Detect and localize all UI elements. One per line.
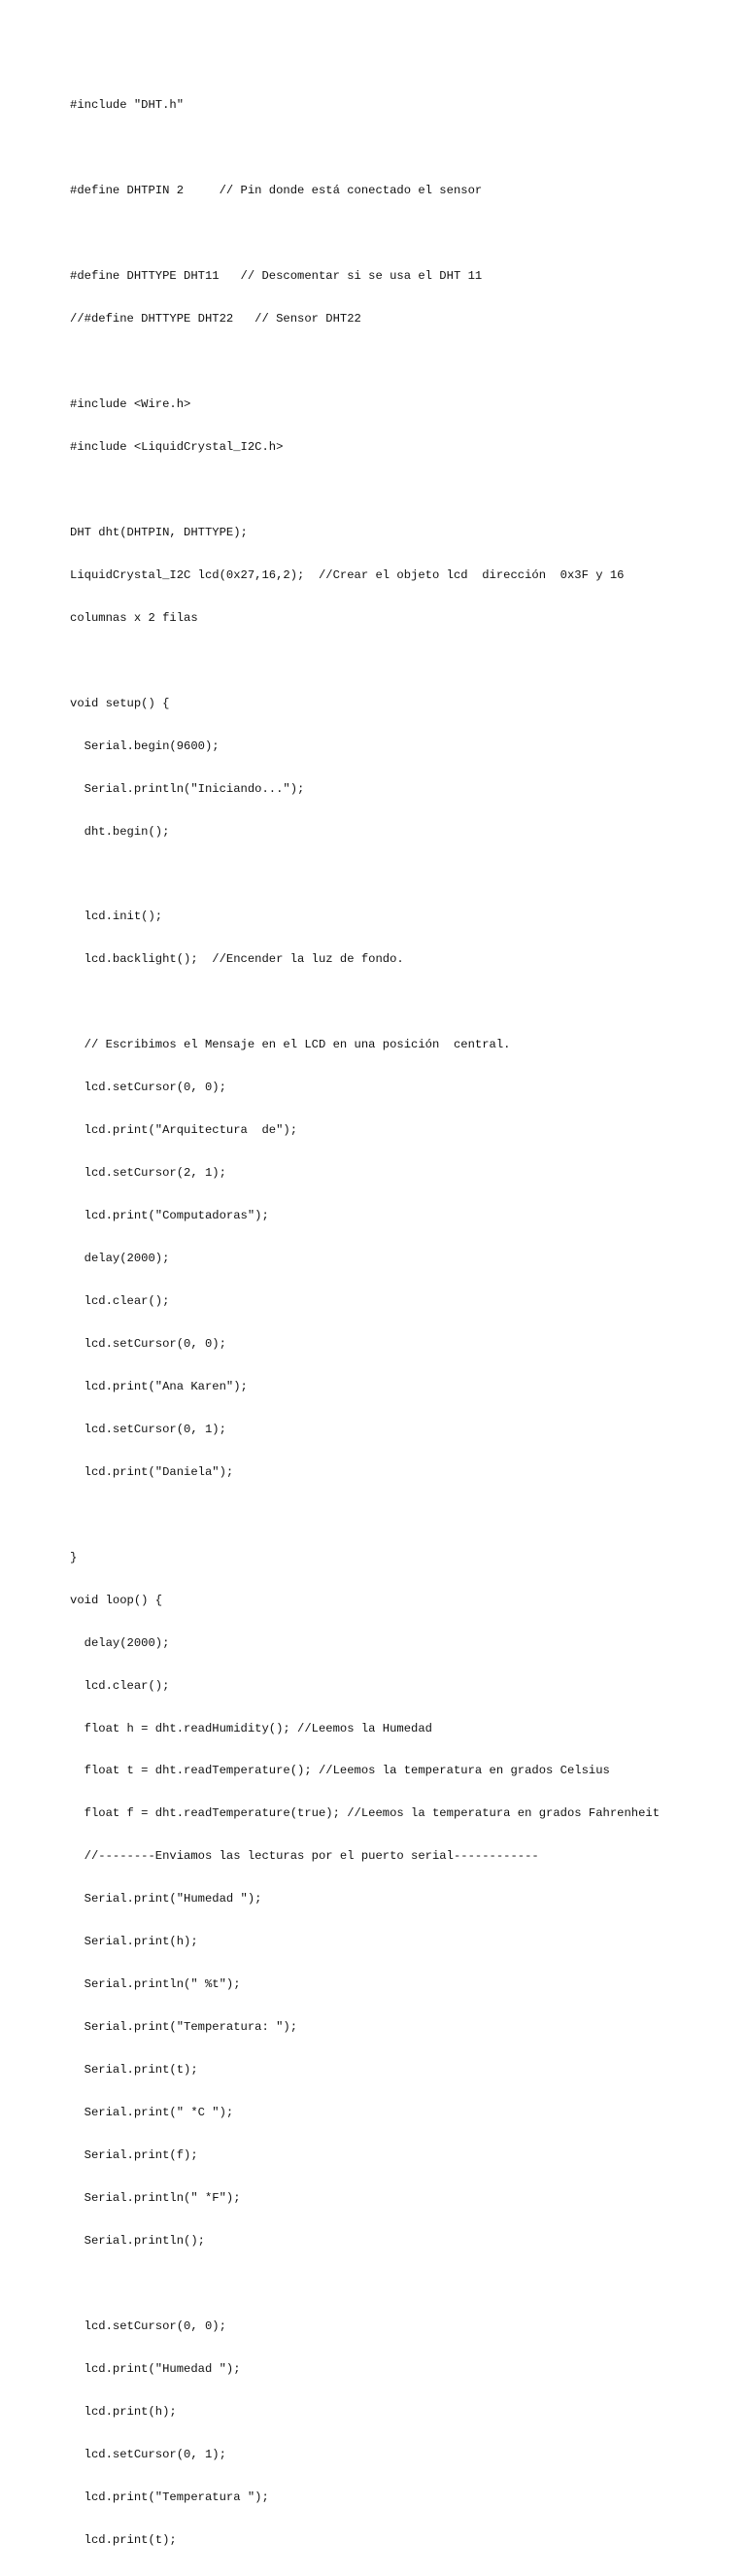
code-line: lcd.print("Temperatura "); (70, 2490, 269, 2504)
code-line: void loop() { (70, 1593, 163, 1607)
code-line: lcd.print("Daniela"); (70, 1464, 234, 1479)
code-line (70, 995, 730, 1010)
code-line: lcd.clear(); (70, 1678, 170, 1693)
code-line: Serial.begin(9600); (70, 738, 220, 753)
code-line: Serial.println("Iniciando..."); (70, 781, 305, 796)
code-line: Serial.print("Humedad "); (70, 1892, 262, 1906)
code-line: lcd.print("Computadoras"); (70, 1209, 269, 1223)
code-line: Serial.println(" %t"); (70, 1977, 241, 1992)
code-line: Serial.print(t); (70, 2063, 198, 2078)
code-line: delay(2000); (70, 1252, 170, 1266)
code-line: lcd.setCursor(2, 1); (70, 1166, 226, 1181)
code-line: lcd.print("Humedad "); (70, 2361, 241, 2376)
code-line: Serial.print(" *C "); (70, 2106, 234, 2120)
code-line: lcd.print("Ana Karen"); (70, 1379, 248, 1393)
code-line: lcd.setCursor(0, 0); (70, 1336, 226, 1351)
code-line: //--------Enviamos las lecturas por el puerto serial------------ (70, 1849, 539, 1864)
code-line (70, 1508, 730, 1523)
code-line: delay(2000); (70, 1635, 170, 1650)
code-line (70, 867, 730, 881)
code-line: // Escribimos el Mensaje en el LCD en una posición central. (70, 1038, 511, 1052)
code-line: lcd.setCursor(0, 0); (70, 2318, 226, 2333)
code-line (70, 226, 730, 241)
code-line: DHT dht(DHTPIN, DHTTYPE); (70, 525, 248, 539)
code-listing (70, 70, 730, 2576)
code-line: lcd.backlight(); //Encender la luz de fondo. (70, 952, 404, 967)
code-line: float f = dht.readTemperature(true); //Leemos la temperatura en grados Fahrenheit (70, 1806, 661, 1821)
code-line: lcd.init(); (70, 910, 163, 924)
code-line: lcd.clear(); (70, 1294, 170, 1308)
code-line: Serial.println(); (70, 2233, 205, 2248)
code-line: void setup() { (70, 696, 170, 710)
code-line: #define DHTPIN 2 // Pin donde está conectado el sensor (70, 184, 483, 198)
code-line: #include <Wire.h> (70, 396, 191, 411)
code-line: columnas x 2 filas (70, 610, 198, 625)
code-line: LiquidCrystal_I2C lcd(0x27,16,2); //Crear el objeto lcd dirección 0x3F y 16 (70, 567, 625, 582)
code-line: float h = dht.readHumidity(); //Leemos la Humedad (70, 1721, 432, 1735)
code-line (70, 654, 730, 669)
code-line: Serial.print(h); (70, 1935, 198, 1949)
code-line: lcd.setCursor(0, 0); (70, 1081, 226, 1095)
code-line: dht.begin(); (70, 824, 170, 839)
code-line: lcd.setCursor(0, 1); (70, 2447, 226, 2461)
code-line: lcd.print(t); (70, 2532, 177, 2547)
code-line: lcd.print(h); (70, 2404, 177, 2419)
code-line: //#define DHTTYPE DHT22 // Sensor DHT22 (70, 312, 361, 326)
code-line: Serial.print(f); (70, 2148, 198, 2163)
code-line: #define DHTTYPE DHT11 // Descomentar si se usa el DHT 11 (70, 269, 483, 284)
code-line: lcd.setCursor(0, 1); (70, 1422, 226, 1436)
code-line: #include "DHT.h" (70, 98, 185, 113)
code-line (70, 2277, 730, 2291)
code-line (70, 141, 730, 155)
code-line: } (70, 1550, 78, 1564)
code-line (70, 483, 730, 498)
code-line (70, 355, 730, 369)
code-line: lcd.print("Arquitectura de"); (70, 1123, 298, 1138)
code-line: Serial.println(" *F"); (70, 2191, 241, 2206)
code-line: Serial.print("Temperatura: "); (70, 2020, 298, 2035)
code-line: float t = dht.readTemperature(); //Leemos la temperatura en grados Celsius (70, 1764, 610, 1778)
code-line: #include <LiquidCrystal_I2C.h> (70, 439, 284, 454)
